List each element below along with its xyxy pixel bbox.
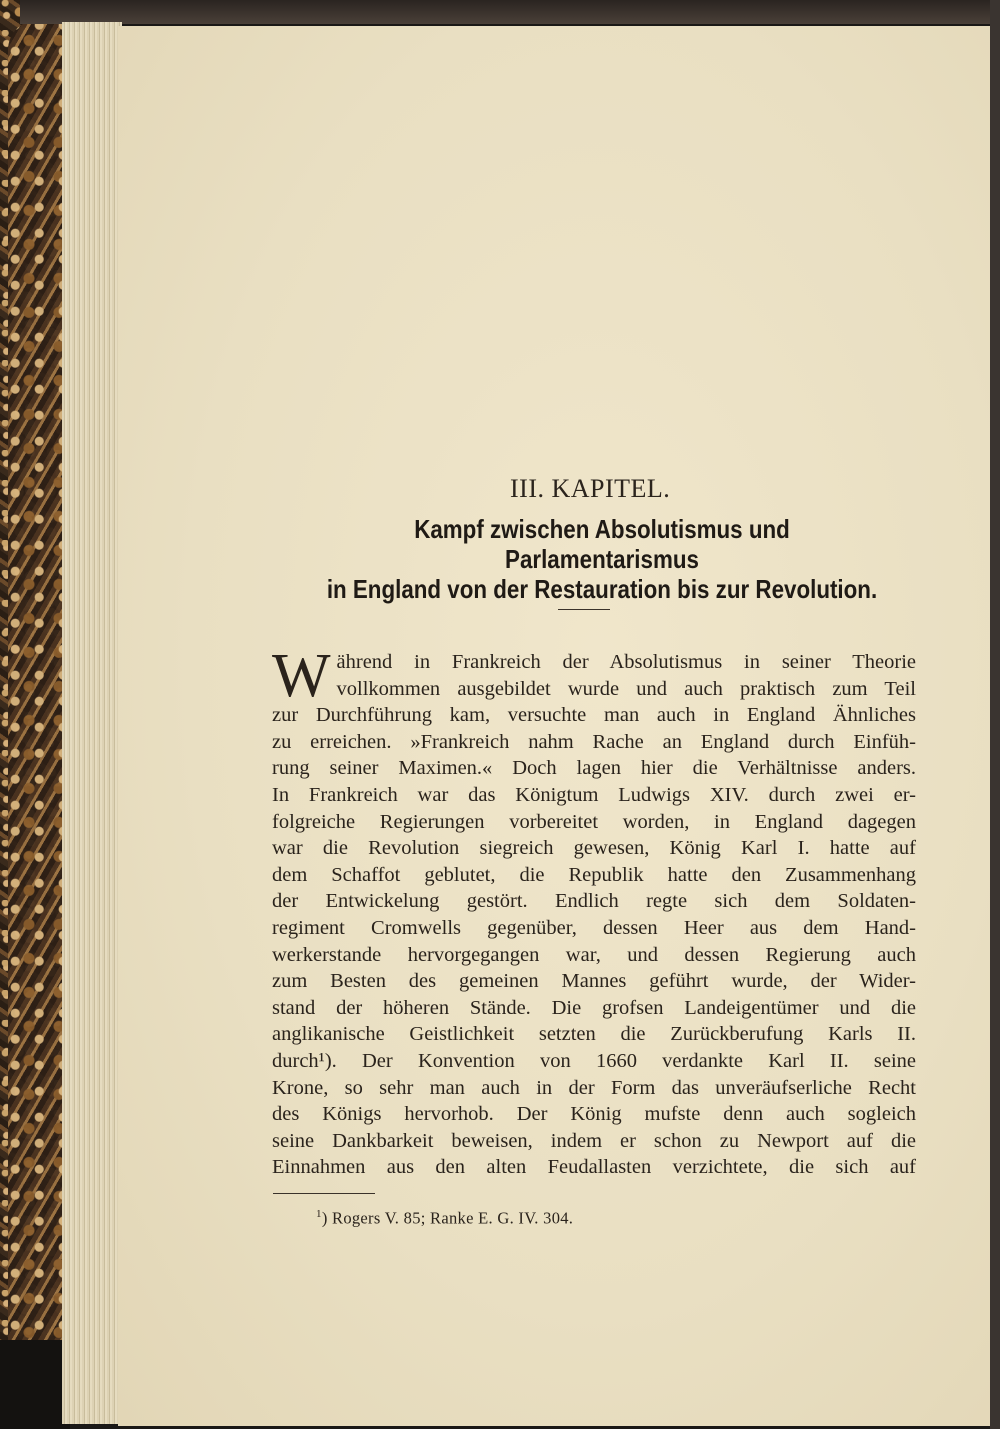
- chapter-title-line-2: in England von der Restauration bis zur Revolution.: [326, 574, 878, 604]
- footnote-marker: 1: [316, 1208, 322, 1220]
- body-paragraph: [272, 642, 916, 1181]
- footnote-divider: [273, 1193, 375, 1194]
- text-line: Einnahmen aus den alten Feudallasten verzichtete, die sich auf: [272, 1156, 916, 1179]
- text-line: zu erreichen. »Frankreich nahm Rache an England durch Einfüh-: [272, 730, 916, 753]
- text-line: In Frankreich war das Königtum Ludwigs XIV. durch zwei er-: [272, 783, 916, 806]
- text-line: folgreiche Regierungen vorbereitet worden, in England dagegen: [272, 810, 916, 833]
- drop-cap: W: [272, 642, 331, 710]
- cover-bottom-corner: [0, 1340, 70, 1429]
- page-stack-edges: [62, 22, 122, 1424]
- text-line: durch¹). Der Konvention von 1660 verdankte Karl II. seine: [272, 1049, 916, 1072]
- text-line: seine Dankbarkeit beweisen, indem er schon zu Newport auf die: [272, 1129, 916, 1152]
- text-line: rung seiner Maximen.« Doch lagen hier die Verhältnisse anders.: [272, 757, 916, 780]
- marbled-cover-edge: [8, 20, 66, 1420]
- text-line: stand der höheren Stände. Die grofsen Landeigentümer und die: [272, 996, 916, 1019]
- text-line: ährend in Frankreich der Absolutismus in seiner Theorie: [336, 651, 916, 673]
- scan-right-edge: [990, 0, 1000, 1429]
- text-line: der Entwickelung gestört. Endlich regte sich dem Soldaten-: [272, 890, 916, 913]
- text-line: zum Besten des gemeinen Mannes geführt wurde, der Wider-: [272, 970, 916, 993]
- text-line: werkerstande hervorgegangen war, und dessen Regierung auch: [272, 943, 916, 966]
- text-line: regiment Cromwells gegenüber, dessen Heer aus dem Hand-: [272, 916, 916, 939]
- chapter-title-line-1: Kampf zwischen Absolutismus und Parlamentarismus: [414, 514, 790, 574]
- text-line: vollkommen ausgebildet wurde und auch praktisch zum Teil: [336, 677, 916, 700]
- text-line: war die Revolution siegreich gewesen, König Karl I. hatte auf: [272, 837, 916, 860]
- text-line: des Königs hervorhob. Der König mufste denn auch sogleich: [272, 1103, 916, 1126]
- chapter-number: III. KAPITEL.: [510, 474, 671, 503]
- text-line: zur Durchführung kam, versuchte man auch in England Ähnliches: [272, 704, 916, 727]
- text-line: dem Schaffot geblutet, die Republik hatte den Zusammenhang: [272, 863, 916, 886]
- cover-top-edge: [20, 0, 1000, 24]
- chapter-title: [318, 514, 886, 604]
- footnote: [316, 1208, 573, 1229]
- text-line: Krone, so sehr man auch in der Form das unveräufserliche Recht: [272, 1076, 916, 1099]
- text-line: anglikanische Geistlichkeit setzten die Zurückberufung Karls II.: [272, 1023, 916, 1046]
- title-divider: [558, 609, 610, 610]
- footnote-text: ) Rogers V. 85; Ranke E. G. IV. 304.: [321, 1208, 574, 1228]
